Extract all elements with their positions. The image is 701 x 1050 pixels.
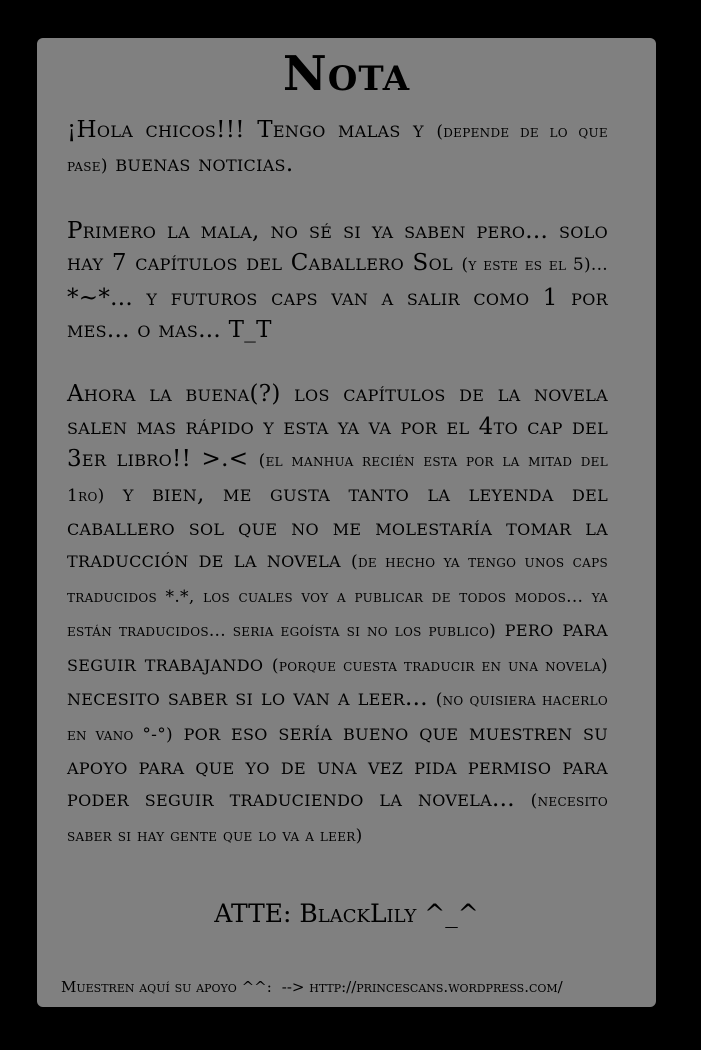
good-news-aside-5: (necesito saber si hay gente que lo va a leer) [67, 791, 608, 846]
good-news-aside-2: (de hecho ya tengo unos caps traducidos *.*, los cuales voy a publicar de todos modos... ya están traducidos... seria egoísta si no los publico) [67, 552, 608, 642]
good-news-text-5: por eso sería bueno que muestren su apoyo para que yo de una vez pida permiso para poder seguir traduciendo la novela... [67, 719, 608, 813]
good-news-aside-1: (el manhua recién esta por la mitad del 1ro) [67, 451, 608, 506]
good-news-text-1: Ahora la buena(?) los capítulos de la novela salen mas rápido y esta ya va por el 4to cap del 3er libro!! >.< [67, 381, 608, 473]
good-news-text-4: necesito saber si lo van a leer... [67, 685, 436, 712]
good-news-text-2: y bien, me gusta tanto la leyenda del caballero sol que no me molestaría tomar la traducción de la novela [67, 480, 608, 574]
note-card [37, 38, 656, 1007]
paragraph-good-news [67, 378, 608, 852]
note-body [67, 114, 608, 884]
good-news-text-3: pero para seguir trabajando [67, 616, 608, 677]
footer-link[interactable]: --> http://princescans.wordpress.com/ [281, 978, 563, 996]
bad-news-end: *~*... y futuros caps van a salir como 1 por mes... o mas... T_T [67, 284, 608, 344]
bad-news-aside: (y este es el 5)... [461, 255, 609, 276]
footer [61, 976, 644, 998]
bad-news-text: Primero la mala, no sé si ya saben pero... solo hay 7 capítulos del Caballero Sol [67, 217, 608, 277]
signature: ATTE: BlackLily ^_^ [214, 899, 479, 928]
good-news-aside-3: (porque cuesta traducir en una novela) [271, 655, 608, 676]
greeting-aside: (depende de lo que pase) [67, 122, 608, 177]
paragraph-greeting [67, 114, 608, 183]
greeting-text: ¡Hola chicos!!! Tengo malas y [67, 117, 437, 143]
greeting-end: buenas noticias. [107, 151, 294, 178]
good-news-aside-4: (no quisiera hacerlo en vano °-°) [67, 690, 608, 745]
note-title: Nota [282, 46, 411, 102]
footer-label: Muestren aquí su apoyo ^^: [61, 978, 272, 996]
paragraph-bad-news [67, 215, 608, 347]
